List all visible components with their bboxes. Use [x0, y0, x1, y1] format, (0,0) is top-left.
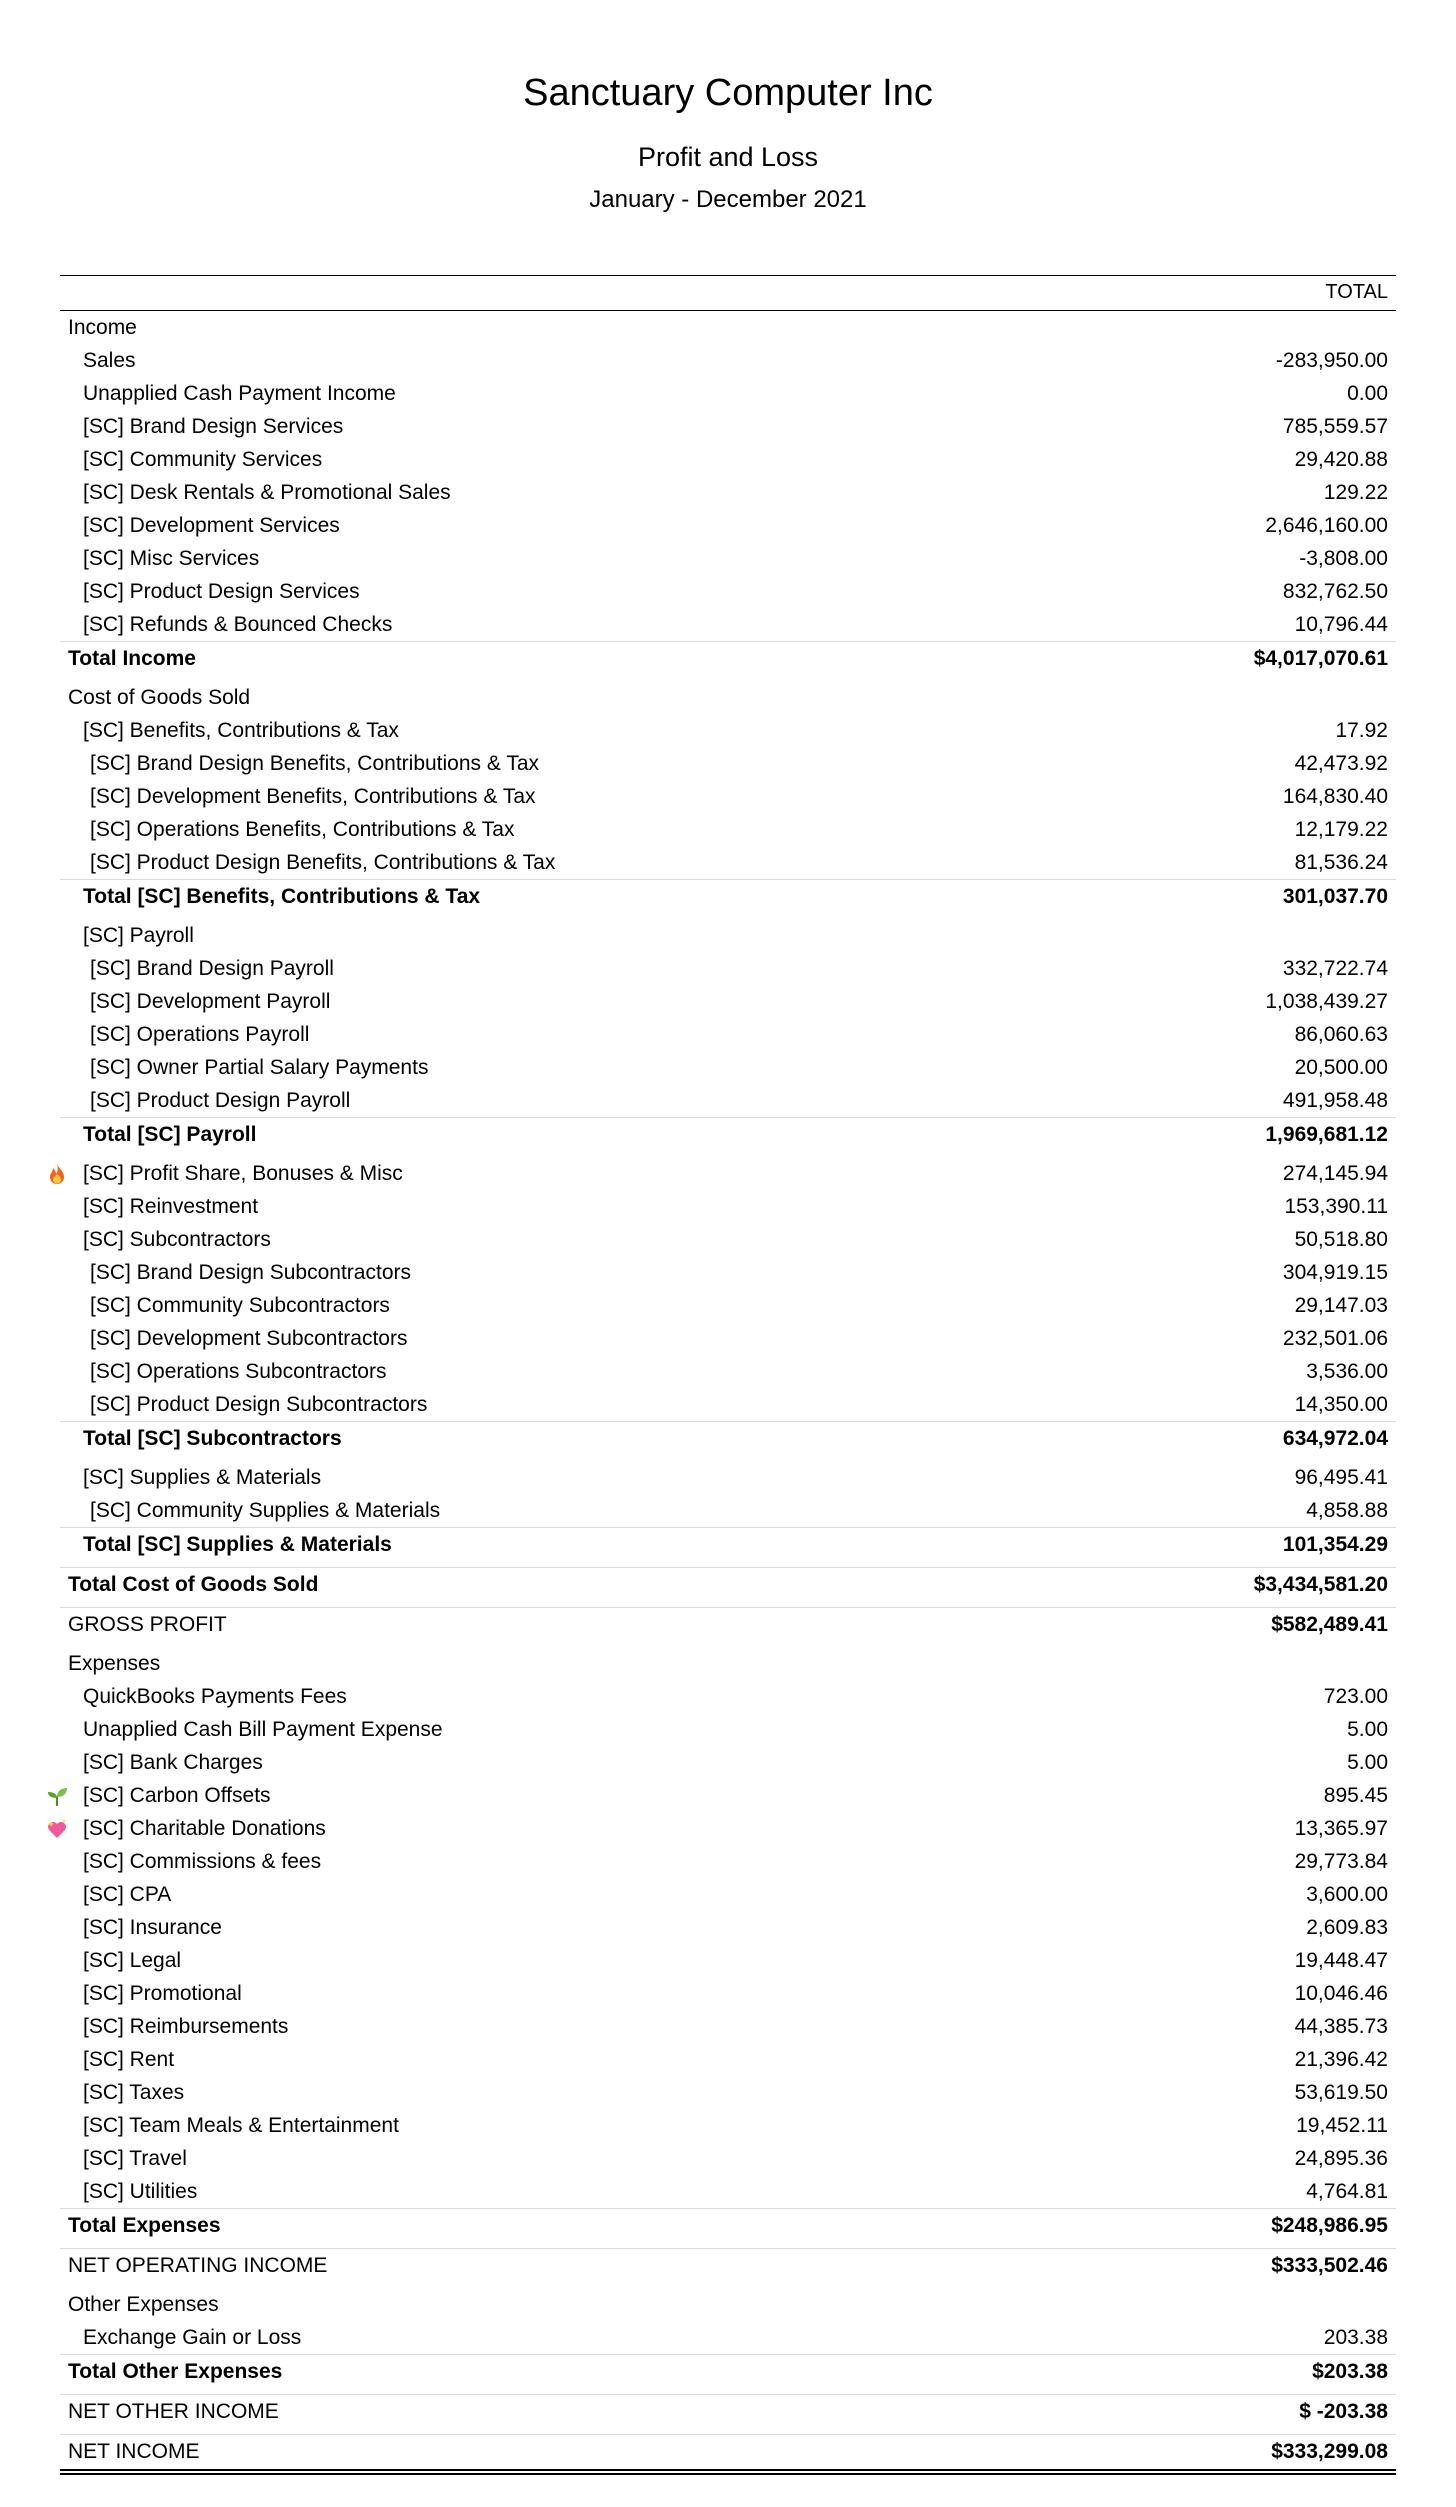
- row-amount: 96,495.41: [1294, 1466, 1388, 1489]
- total-row-total-expenses: [60, 2208, 1396, 2242]
- row-label: [SC] Travel: [83, 2147, 187, 2170]
- line-item-sc-brand-design-payroll: [60, 952, 1396, 985]
- row-amount: 274,145.94: [1282, 1162, 1388, 1185]
- total-row-total-sc-payroll: [60, 1117, 1396, 1151]
- line-item-sc-product-design-subcontractors: [60, 1388, 1396, 1421]
- row-label: [SC] Rent: [83, 2048, 175, 2071]
- line-item-sc-utilities: [60, 2175, 1396, 2208]
- line-item-sc-refunds-bounced-checks: [60, 608, 1396, 641]
- total-row-total-sc-subcontractors: [60, 1421, 1396, 1455]
- row-label: [SC] Promotional: [83, 1982, 242, 2005]
- row-amount: $ -203.38: [1299, 2400, 1388, 2423]
- row-amount: 304,919.15: [1282, 1261, 1388, 1284]
- row-amount: 19,452.11: [1296, 2114, 1388, 2137]
- line-item-sc-benefits-contributions-tax: [60, 714, 1396, 747]
- row-amount: 10,796.44: [1294, 613, 1388, 636]
- row-amount: 634,972.04: [1282, 1427, 1388, 1450]
- row-amount: 1,038,439.27: [1265, 990, 1388, 1013]
- row-amount: 164,830.40: [1282, 785, 1388, 808]
- row-label: [SC] Community Supplies & Materials: [90, 1499, 441, 1522]
- row-amount: -283,950.00: [1275, 349, 1388, 372]
- report-period: January - December 2021: [589, 186, 867, 213]
- row-label: NET OTHER INCOME: [68, 2400, 279, 2423]
- row-amount: $3,434,581.20: [1253, 1573, 1388, 1596]
- line-item-sc-community-subcontractors: [60, 1289, 1396, 1322]
- line-item-sc-taxes: [60, 2076, 1396, 2109]
- row-amount: 50,518.80: [1294, 1228, 1388, 1251]
- row-label: [SC] Carbon Offsets: [83, 1784, 271, 1807]
- row-label: Total [SC] Supplies & Materials: [83, 1533, 392, 1556]
- row-amount: 153,390.11: [1284, 1195, 1388, 1218]
- row-label: Total Expenses: [68, 2214, 221, 2237]
- row-amount: 301,037.70: [1282, 885, 1388, 908]
- line-item-sc-product-design-benefits-contributions-tax: [60, 846, 1396, 879]
- row-amount: -3,808.00: [1299, 547, 1388, 570]
- row-label: [SC] Commissions & fees: [83, 1850, 322, 1873]
- line-item-sc-profit-share-bonuses-misc: [60, 1157, 1396, 1190]
- row-amount: 81,536.24: [1294, 851, 1388, 874]
- total-column-label: TOTAL: [1325, 281, 1388, 303]
- row-label: [SC] Operations Benefits, Contributions & Tax: [90, 818, 515, 841]
- line-item-sc-product-design-payroll: [60, 1084, 1396, 1117]
- row-label: [SC] Product Design Subcontractors: [90, 1393, 428, 1416]
- line-item-sc-operations-subcontractors: [60, 1355, 1396, 1388]
- row-label: [SC] Subcontractors: [83, 1228, 271, 1251]
- row-label: [SC] Development Benefits, Contributions & Tax: [90, 785, 536, 808]
- line-item-sc-community-supplies-materials: [60, 1494, 1396, 1527]
- row-label: [SC] CPA: [83, 1883, 172, 1906]
- row-label: QuickBooks Payments Fees: [83, 1685, 347, 1708]
- row-amount: 895.45: [1323, 1784, 1388, 1807]
- row-label: [SC] Charitable Donations: [83, 1817, 326, 1840]
- row-label: [SC] Bank Charges: [83, 1751, 263, 1774]
- row-amount: 1,969,681.12: [1265, 1123, 1388, 1146]
- line-item-exchange-gain-or-loss: [60, 2321, 1396, 2354]
- row-label: [SC] Operations Payroll: [90, 1023, 310, 1046]
- row-label: Unapplied Cash Bill Payment Expense: [83, 1718, 443, 1741]
- row-amount: 723.00: [1323, 1685, 1388, 1708]
- row-amount: $248,986.95: [1271, 2214, 1388, 2237]
- row-label: [SC] Development Subcontractors: [90, 1327, 408, 1350]
- row-amount: 2,609.83: [1306, 1916, 1388, 1939]
- row-label: Total Income: [68, 647, 196, 670]
- row-label: Other Expenses: [68, 2293, 219, 2316]
- profit-and-loss-table: [60, 275, 1396, 2474]
- row-amount: $203.38: [1312, 2360, 1388, 2383]
- line-item-sc-development-services: [60, 509, 1396, 542]
- line-item-other-expenses: [60, 2288, 1396, 2321]
- row-label: [SC] Community Subcontractors: [90, 1294, 390, 1317]
- line-item-sc-development-payroll: [60, 985, 1396, 1018]
- line-item-sc-payroll: [60, 919, 1396, 952]
- line-item-sc-rent: [60, 2043, 1396, 2076]
- line-item-sc-bank-charges: [60, 1746, 1396, 1779]
- line-item-sc-owner-partial-salary-payments: [60, 1051, 1396, 1084]
- row-label: Cost of Goods Sold: [68, 686, 251, 709]
- line-item-sc-carbon-offsets: [60, 1779, 1396, 1812]
- line-item-sc-development-subcontractors: [60, 1322, 1396, 1355]
- row-label: [SC] Refunds & Bounced Checks: [83, 613, 393, 636]
- row-amount: 29,147.03: [1294, 1294, 1388, 1317]
- row-label: Total Cost of Goods Sold: [68, 1573, 319, 1596]
- line-item-sc-travel: [60, 2142, 1396, 2175]
- line-item-sc-desk-rentals-promotional-sales: [60, 476, 1396, 509]
- fire-icon: [46, 1163, 68, 1185]
- row-label: [SC] Desk Rentals & Promotional Sales: [83, 481, 451, 504]
- row-amount: 832,762.50: [1282, 580, 1388, 603]
- row-amount: 19,448.47: [1294, 1949, 1388, 1972]
- row-label: [SC] Supplies & Materials: [83, 1466, 322, 1489]
- row-amount: 785,559.57: [1282, 415, 1388, 438]
- row-amount: 42,473.92: [1294, 752, 1388, 775]
- row-amount: $4,017,070.61: [1253, 647, 1388, 670]
- line-item-income: [60, 311, 1396, 344]
- row-label: [SC] Reinvestment: [83, 1195, 259, 1218]
- line-item-sc-development-benefits-contributions-tax: [60, 780, 1396, 813]
- line-item-sc-subcontractors: [60, 1223, 1396, 1256]
- total-row-gross-profit: [60, 1607, 1396, 1641]
- row-label: [SC] Team Meals & Entertainment: [83, 2114, 399, 2137]
- row-amount: 24,895.36: [1294, 2147, 1388, 2170]
- line-item-sc-brand-design-benefits-contributions-tax: [60, 747, 1396, 780]
- total-row-net-operating-income: [60, 2248, 1396, 2282]
- line-item-sc-insurance: [60, 1911, 1396, 1944]
- line-item-sc-promotional: [60, 1977, 1396, 2010]
- line-item-sc-misc-services: [60, 542, 1396, 575]
- row-amount: 4,858.88: [1306, 1499, 1388, 1522]
- line-item-sc-reinvestment: [60, 1190, 1396, 1223]
- row-amount: 3,600.00: [1306, 1883, 1388, 1906]
- row-label: Expenses: [68, 1652, 161, 1675]
- total-row-net-income: [60, 2434, 1396, 2468]
- line-item-sc-operations-payroll: [60, 1018, 1396, 1051]
- row-amount: 129.22: [1323, 481, 1388, 504]
- double-underline: [60, 2469, 1396, 2475]
- row-amount: 5.00: [1347, 1718, 1388, 1741]
- line-item-sc-reimbursements: [60, 2010, 1396, 2043]
- line-item-sales: [60, 344, 1396, 377]
- total-row-total-sc-supplies-materials: [60, 1527, 1396, 1561]
- line-item-cost-of-goods-sold: [60, 681, 1396, 714]
- line-item-sc-team-meals-entertainment: [60, 2109, 1396, 2142]
- row-amount: 29,773.84: [1294, 1850, 1388, 1873]
- row-label: [SC] Owner Partial Salary Payments: [90, 1056, 429, 1079]
- line-item-sc-commissions-fees: [60, 1845, 1396, 1878]
- line-item-sc-legal: [60, 1944, 1396, 1977]
- line-item-sc-charitable-donations: [60, 1812, 1396, 1845]
- line-item-expenses: [60, 1647, 1396, 1680]
- row-amount: 332,722.74: [1282, 957, 1388, 980]
- line-item-unapplied-cash-payment-income: [60, 377, 1396, 410]
- line-item-sc-operations-benefits-contributions-tax: [60, 813, 1396, 846]
- row-amount: 44,385.73: [1294, 2015, 1388, 2038]
- row-amount: 101,354.29: [1282, 1533, 1388, 1556]
- total-row-total-cost-of-goods-sold: [60, 1567, 1396, 1601]
- row-label: [SC] Taxes: [83, 2081, 185, 2104]
- row-amount: 21,396.42: [1294, 2048, 1388, 2071]
- row-label: [SC] Operations Subcontractors: [90, 1360, 387, 1383]
- row-label: Unapplied Cash Payment Income: [83, 382, 396, 405]
- row-amount: 2,646,160.00: [1265, 514, 1388, 537]
- row-label: [SC] Community Services: [83, 448, 323, 471]
- row-label: Total [SC] Subcontractors: [83, 1427, 342, 1450]
- report-title: Profit and Loss: [637, 142, 819, 172]
- row-label: Total [SC] Benefits, Contributions & Tax: [83, 885, 481, 908]
- sparkling-heart-icon: [46, 1818, 68, 1840]
- line-item-sc-product-design-services: [60, 575, 1396, 608]
- row-amount: 20,500.00: [1294, 1056, 1388, 1079]
- seedling-icon: [46, 1785, 68, 1807]
- row-label: Income: [68, 316, 137, 339]
- total-row-total-sc-benefits-contributions-tax: [60, 879, 1396, 913]
- row-amount: 17.92: [1335, 719, 1388, 742]
- line-item-quickbooks-payments-fees: [60, 1680, 1396, 1713]
- row-amount: 14,350.00: [1294, 1393, 1388, 1416]
- row-amount: 12,179.22: [1294, 818, 1388, 841]
- row-amount: 13,365.97: [1294, 1817, 1388, 1840]
- row-label: [SC] Product Design Benefits, Contributions & Tax: [90, 851, 556, 874]
- row-label: NET OPERATING INCOME: [68, 2254, 328, 2277]
- line-item-sc-supplies-materials: [60, 1461, 1396, 1494]
- row-label: [SC] Insurance: [83, 1916, 222, 1939]
- row-amount: 203.38: [1323, 2326, 1388, 2349]
- row-label: [SC] Product Design Services: [83, 580, 360, 603]
- row-label: [SC] Profit Share, Bonuses & Misc: [83, 1162, 403, 1185]
- row-label: NET INCOME: [68, 2440, 200, 2463]
- row-amount: 491,958.48: [1282, 1089, 1388, 1112]
- row-label: Total [SC] Payroll: [83, 1123, 257, 1146]
- row-amount: 29,420.88: [1294, 448, 1388, 471]
- row-label: GROSS PROFIT: [68, 1613, 227, 1636]
- row-label: [SC] Brand Design Payroll: [90, 957, 334, 980]
- row-label: [SC] Legal: [83, 1949, 182, 1972]
- row-label: [SC] Brand Design Services: [83, 415, 344, 438]
- row-amount: 3,536.00: [1306, 1360, 1388, 1383]
- line-item-unapplied-cash-bill-payment-expense: [60, 1713, 1396, 1746]
- row-label: [SC] Brand Design Subcontractors: [90, 1261, 411, 1284]
- row-amount: 4,764.81: [1306, 2180, 1388, 2203]
- row-label: [SC] Development Services: [83, 514, 340, 537]
- row-amount: 53,619.50: [1294, 2081, 1388, 2104]
- line-item-sc-brand-design-subcontractors: [60, 1256, 1396, 1289]
- row-label: [SC] Payroll: [83, 924, 194, 947]
- company-name: Sanctuary Computer Inc: [523, 72, 933, 114]
- row-amount: 10,046.46: [1294, 1982, 1388, 2005]
- column-header: [60, 275, 1396, 311]
- row-amount: 5.00: [1347, 1751, 1388, 1774]
- row-amount: $333,299.08: [1271, 2440, 1388, 2463]
- report-rows: [60, 311, 1396, 2468]
- total-row-net-other-income: [60, 2394, 1396, 2428]
- line-item-sc-cpa: [60, 1878, 1396, 1911]
- line-item-sc-brand-design-services: [60, 410, 1396, 443]
- row-amount: 232,501.06: [1282, 1327, 1388, 1350]
- row-label: [SC] Benefits, Contributions & Tax: [83, 719, 399, 742]
- row-label: [SC] Misc Services: [83, 547, 260, 570]
- row-label: Total Other Expenses: [68, 2360, 283, 2383]
- total-row-total-income: [60, 641, 1396, 675]
- total-row-total-other-expenses: [60, 2354, 1396, 2388]
- line-item-sc-community-services: [60, 443, 1396, 476]
- row-label: [SC] Product Design Payroll: [90, 1089, 351, 1112]
- row-label: Sales: [83, 349, 136, 372]
- row-label: Exchange Gain or Loss: [83, 2326, 302, 2349]
- row-label: [SC] Reimbursements: [83, 2015, 289, 2038]
- row-label: [SC] Development Payroll: [90, 990, 331, 1013]
- row-label: [SC] Utilities: [83, 2180, 198, 2203]
- row-amount: $333,502.46: [1271, 2254, 1388, 2277]
- row-amount: 0.00: [1347, 382, 1388, 405]
- row-amount: $582,489.41: [1271, 1613, 1388, 1636]
- row-label: [SC] Brand Design Benefits, Contributions & Tax: [90, 752, 540, 775]
- row-amount: 86,060.63: [1294, 1023, 1388, 1046]
